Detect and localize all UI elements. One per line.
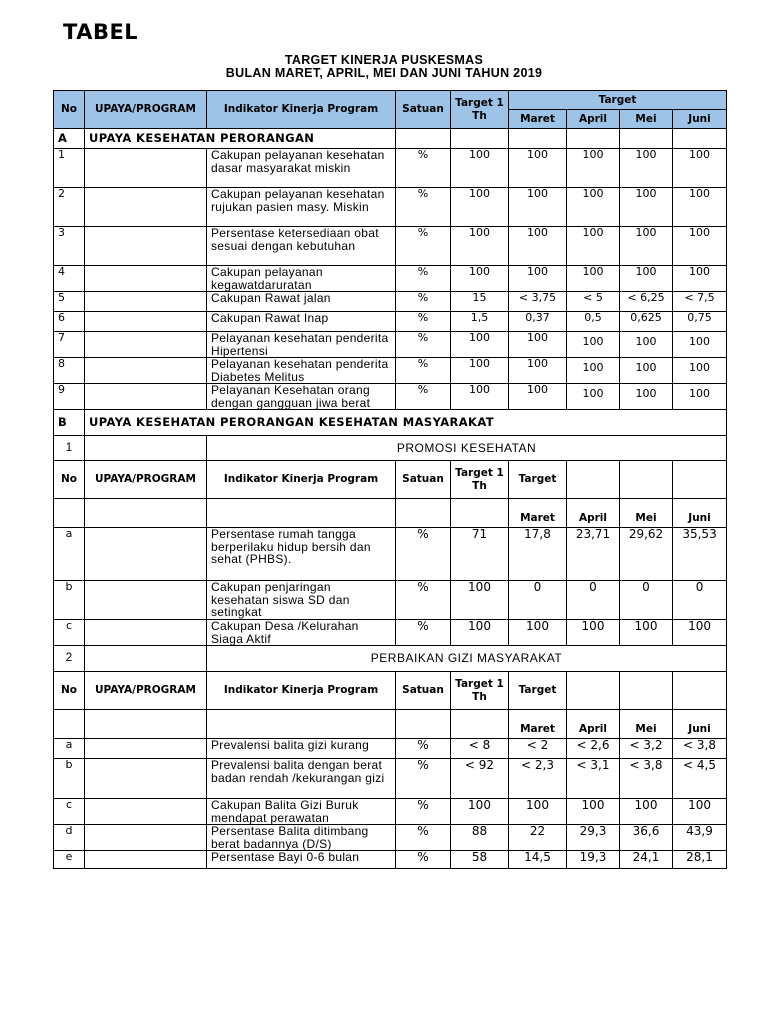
row-mei: 24,1 bbox=[620, 851, 673, 869]
row-satuan: % bbox=[396, 528, 451, 581]
row-april: 0 bbox=[567, 581, 620, 620]
row-april: 100 bbox=[567, 188, 620, 227]
row-juni: 100 bbox=[673, 227, 727, 266]
row-upaya bbox=[85, 620, 207, 646]
table-row bbox=[54, 149, 727, 188]
row-target-1th: 100 bbox=[451, 332, 509, 358]
row-mei: 100 bbox=[620, 227, 673, 266]
row-juni: 100 bbox=[673, 149, 727, 188]
header-maret: Maret bbox=[509, 499, 567, 528]
section-code: B bbox=[54, 410, 85, 436]
row-indikator: Cakupan Balita Gizi Buruk mendapat perawatan bbox=[207, 799, 396, 825]
row-number: 7 bbox=[54, 332, 85, 358]
row-juni: < 4,5 bbox=[673, 759, 727, 799]
row-mei: 100 bbox=[620, 799, 673, 825]
table-row bbox=[54, 358, 727, 384]
row-satuan: % bbox=[396, 188, 451, 227]
header-target-1th: Target 1 Th bbox=[451, 91, 509, 129]
row-indikator: Cakupan pelayanan kesehatan rujukan pasien masy. Miskin bbox=[207, 188, 396, 227]
row-satuan: % bbox=[396, 312, 451, 332]
row-indikator: Cakupan Desa /Kelurahan Siaga Aktif bbox=[207, 620, 396, 646]
header-target: Target bbox=[509, 672, 567, 710]
row-indikator: Cakupan penjaringan kesehatan siswa SD dan setingkat bbox=[207, 581, 396, 620]
row-number: d bbox=[54, 825, 85, 851]
row-upaya bbox=[85, 312, 207, 332]
row-april: 100 bbox=[567, 358, 620, 384]
subtable-months-row bbox=[54, 499, 727, 528]
subtable-header-row bbox=[54, 672, 727, 710]
table-row bbox=[54, 384, 727, 410]
row-maret: < 2,3 bbox=[509, 759, 567, 799]
row-indikator: Persentase Bayi 0-6 bulan bbox=[207, 851, 396, 869]
header-mei: Mei bbox=[620, 110, 673, 129]
row-indikator: Cakupan pelayanan kegawatdaruratan bbox=[207, 266, 396, 292]
row-indikator: Prevalensi balita dengan berat badan rendah /kekurangan gizi bbox=[207, 759, 396, 799]
header-no: No bbox=[54, 672, 85, 710]
row-satuan: % bbox=[396, 227, 451, 266]
subsection-blank bbox=[85, 646, 207, 672]
header-upaya: UPAYA/PROGRAM bbox=[85, 91, 207, 129]
header-no: No bbox=[54, 461, 85, 499]
row-mei: 29,62 bbox=[620, 528, 673, 581]
row-april: 100 bbox=[567, 332, 620, 358]
row-number: 4 bbox=[54, 266, 85, 292]
row-target-1th: 58 bbox=[451, 851, 509, 869]
table-row bbox=[54, 739, 727, 759]
table-row bbox=[54, 581, 727, 620]
row-mei: 100 bbox=[620, 188, 673, 227]
row-satuan: % bbox=[396, 581, 451, 620]
row-number: 5 bbox=[54, 292, 85, 312]
section-row bbox=[54, 410, 727, 436]
subsection-row bbox=[54, 646, 727, 672]
row-upaya bbox=[85, 292, 207, 312]
row-mei: 100 bbox=[620, 620, 673, 646]
row-target-1th: 100 bbox=[451, 227, 509, 266]
header-blank bbox=[567, 672, 620, 710]
row-number: e bbox=[54, 851, 85, 869]
table-row bbox=[54, 528, 727, 581]
row-number: 2 bbox=[54, 188, 85, 227]
row-juni: < 3,8 bbox=[673, 739, 727, 759]
header-april: April bbox=[567, 110, 620, 129]
section-code: A bbox=[54, 129, 85, 149]
row-satuan: % bbox=[396, 620, 451, 646]
row-april: 100 bbox=[567, 799, 620, 825]
row-indikator: Cakupan Rawat jalan bbox=[207, 292, 396, 312]
header-indikator: Indikator Kinerja Program bbox=[207, 91, 396, 129]
row-upaya bbox=[85, 149, 207, 188]
row-number: a bbox=[54, 528, 85, 581]
header-satuan: Satuan bbox=[396, 461, 451, 499]
subsection-number: 1 bbox=[54, 436, 85, 461]
header-satuan: Satuan bbox=[396, 91, 451, 129]
header-blank bbox=[396, 499, 451, 528]
row-upaya bbox=[85, 739, 207, 759]
row-april: 100 bbox=[567, 384, 620, 410]
header-blank bbox=[620, 461, 673, 499]
subsection-title: PROMOSI KESEHATAN bbox=[207, 436, 727, 461]
row-satuan: % bbox=[396, 739, 451, 759]
subtable-months-row bbox=[54, 710, 727, 739]
row-april: 23,71 bbox=[567, 528, 620, 581]
subtable-header-row bbox=[54, 461, 727, 499]
row-indikator: Persentase Balita ditimbang berat badannya (D/S) bbox=[207, 825, 396, 851]
header-blank bbox=[451, 710, 509, 739]
row-juni: 0,75 bbox=[673, 312, 727, 332]
row-april: 100 bbox=[567, 620, 620, 646]
table-row bbox=[54, 825, 727, 851]
header-april: April bbox=[567, 499, 620, 528]
row-target-1th: < 8 bbox=[451, 739, 509, 759]
header-blank bbox=[85, 710, 207, 739]
row-juni: < 7,5 bbox=[673, 292, 727, 312]
row-mei: 100 bbox=[620, 332, 673, 358]
header-indikator: Indikator Kinerja Program bbox=[207, 672, 396, 710]
row-number: c bbox=[54, 620, 85, 646]
row-maret: 100 bbox=[509, 620, 567, 646]
table-row bbox=[54, 759, 727, 799]
subsection-blank bbox=[85, 436, 207, 461]
table-row bbox=[54, 332, 727, 358]
row-number: 9 bbox=[54, 384, 85, 410]
row-mei: 100 bbox=[620, 384, 673, 410]
row-indikator: Persentase rumah tangga berperilaku hidup bersih dan sehat (PHBS). bbox=[207, 528, 396, 581]
row-target-1th: 100 bbox=[451, 188, 509, 227]
table-row bbox=[54, 188, 727, 227]
row-maret: 100 bbox=[509, 384, 567, 410]
row-mei: 100 bbox=[620, 149, 673, 188]
row-juni: 100 bbox=[673, 332, 727, 358]
row-upaya bbox=[85, 384, 207, 410]
table-row bbox=[54, 620, 727, 646]
row-indikator: Pelayanan kesehatan penderita Hipertensi bbox=[207, 332, 396, 358]
row-target-1th: 71 bbox=[451, 528, 509, 581]
row-satuan: % bbox=[396, 825, 451, 851]
row-target-1th: 1,5 bbox=[451, 312, 509, 332]
row-maret: < 2 bbox=[509, 739, 567, 759]
header-juni: Juni bbox=[673, 710, 727, 739]
row-target-1th: 100 bbox=[451, 799, 509, 825]
header-blank bbox=[54, 499, 85, 528]
row-maret: 100 bbox=[509, 358, 567, 384]
header-maret: Maret bbox=[509, 710, 567, 739]
row-indikator: Pelayanan kesehatan penderita Diabetes Melitus bbox=[207, 358, 396, 384]
header-mei: Mei bbox=[620, 710, 673, 739]
row-upaya bbox=[85, 358, 207, 384]
header-target: Target bbox=[509, 91, 727, 110]
row-april: 100 bbox=[567, 227, 620, 266]
row-juni: 35,53 bbox=[673, 528, 727, 581]
row-satuan: % bbox=[396, 266, 451, 292]
row-satuan: % bbox=[396, 292, 451, 312]
header-upaya: UPAYA/PROGRAM bbox=[85, 672, 207, 710]
subsection-title: PERBAIKAN GIZI MASYARAKAT bbox=[207, 646, 727, 672]
row-target-1th: 100 bbox=[451, 358, 509, 384]
row-number: c bbox=[54, 799, 85, 825]
row-upaya bbox=[85, 528, 207, 581]
table-row bbox=[54, 266, 727, 292]
header-juni: Juni bbox=[673, 110, 727, 129]
row-april: 0,5 bbox=[567, 312, 620, 332]
row-mei: 0 bbox=[620, 581, 673, 620]
row-maret: 22 bbox=[509, 825, 567, 851]
row-maret: 100 bbox=[509, 188, 567, 227]
table-row bbox=[54, 851, 727, 869]
row-juni: 100 bbox=[673, 266, 727, 292]
row-mei: < 6,25 bbox=[620, 292, 673, 312]
row-april: 19,3 bbox=[567, 851, 620, 869]
row-upaya bbox=[85, 851, 207, 869]
row-juni: 100 bbox=[673, 188, 727, 227]
row-satuan: % bbox=[396, 358, 451, 384]
row-april: < 3,1 bbox=[567, 759, 620, 799]
row-maret: 17,8 bbox=[509, 528, 567, 581]
subsection-number: 2 bbox=[54, 646, 85, 672]
row-mei: 100 bbox=[620, 358, 673, 384]
row-number: 1 bbox=[54, 149, 85, 188]
section-row bbox=[54, 129, 727, 149]
row-number: a bbox=[54, 739, 85, 759]
table-row bbox=[54, 799, 727, 825]
row-mei: < 3,2 bbox=[620, 739, 673, 759]
row-indikator: Pelayanan Kesehatan orang dengan gangguan jiwa berat bbox=[207, 384, 396, 410]
row-maret: 0,37 bbox=[509, 312, 567, 332]
header-blank bbox=[85, 499, 207, 528]
row-indikator: Prevalensi balita gizi kurang bbox=[207, 739, 396, 759]
header-blank bbox=[54, 710, 85, 739]
header-blank bbox=[673, 672, 727, 710]
section-title: UPAYA KESEHATAN PERORANGAN KESEHATAN MASYARAKAT bbox=[85, 410, 727, 436]
row-number: 6 bbox=[54, 312, 85, 332]
row-indikator: Persentase ketersediaan obat sesuai dengan kebutuhan bbox=[207, 227, 396, 266]
row-upaya bbox=[85, 227, 207, 266]
row-maret: 100 bbox=[509, 799, 567, 825]
document-label: TABEL bbox=[63, 20, 139, 44]
row-number: 8 bbox=[54, 358, 85, 384]
header-indikator: Indikator Kinerja Program bbox=[207, 461, 396, 499]
row-number: b bbox=[54, 759, 85, 799]
row-upaya bbox=[85, 188, 207, 227]
row-number: 3 bbox=[54, 227, 85, 266]
row-mei: < 3,8 bbox=[620, 759, 673, 799]
row-satuan: % bbox=[396, 384, 451, 410]
row-april: 29,3 bbox=[567, 825, 620, 851]
row-juni: 100 bbox=[673, 358, 727, 384]
target-table bbox=[53, 90, 727, 869]
header-maret: Maret bbox=[509, 110, 567, 129]
table-row bbox=[54, 292, 727, 312]
header-target-1th: Target 1 Th bbox=[451, 461, 509, 499]
row-indikator: Cakupan Rawat Inap bbox=[207, 312, 396, 332]
row-target-1th: 88 bbox=[451, 825, 509, 851]
row-satuan: % bbox=[396, 332, 451, 358]
section-title: UPAYA KESEHATAN PERORANGAN bbox=[85, 129, 396, 149]
header-upaya: UPAYA/PROGRAM bbox=[85, 461, 207, 499]
row-satuan: % bbox=[396, 759, 451, 799]
row-satuan: % bbox=[396, 799, 451, 825]
row-maret: 100 bbox=[509, 332, 567, 358]
header-no: No bbox=[54, 91, 85, 129]
row-target-1th: 100 bbox=[451, 581, 509, 620]
row-juni: 100 bbox=[673, 620, 727, 646]
row-upaya bbox=[85, 266, 207, 292]
header-blank bbox=[451, 499, 509, 528]
row-upaya bbox=[85, 825, 207, 851]
row-target-1th: 100 bbox=[451, 149, 509, 188]
table-row bbox=[54, 312, 727, 332]
row-satuan: % bbox=[396, 851, 451, 869]
row-target-1th: 100 bbox=[451, 384, 509, 410]
header-blank bbox=[396, 710, 451, 739]
header-target: Target bbox=[509, 461, 567, 499]
header-juni: Juni bbox=[673, 499, 727, 528]
header-blank bbox=[207, 710, 396, 739]
row-target-1th: 100 bbox=[451, 266, 509, 292]
row-mei: 0,625 bbox=[620, 312, 673, 332]
row-april: < 2,6 bbox=[567, 739, 620, 759]
header-blank bbox=[673, 461, 727, 499]
row-april: 100 bbox=[567, 149, 620, 188]
row-maret: 0 bbox=[509, 581, 567, 620]
row-juni: 0 bbox=[673, 581, 727, 620]
header-blank bbox=[567, 461, 620, 499]
row-juni: 43,9 bbox=[673, 825, 727, 851]
row-target-1th: 100 bbox=[451, 620, 509, 646]
header-target-1th: Target 1 Th bbox=[451, 672, 509, 710]
row-target-1th: < 92 bbox=[451, 759, 509, 799]
row-upaya bbox=[85, 332, 207, 358]
header-april: April bbox=[567, 710, 620, 739]
header-mei: Mei bbox=[620, 499, 673, 528]
row-april: 100 bbox=[567, 266, 620, 292]
row-april: < 5 bbox=[567, 292, 620, 312]
row-upaya bbox=[85, 759, 207, 799]
row-upaya bbox=[85, 581, 207, 620]
row-number: b bbox=[54, 581, 85, 620]
document-subtitle: BULAN MARET, APRIL, MEI DAN JUNI TAHUN 2019 bbox=[225, 66, 543, 80]
row-maret: 100 bbox=[509, 227, 567, 266]
table-header-row bbox=[54, 91, 727, 110]
row-maret: 100 bbox=[509, 266, 567, 292]
row-indikator: Cakupan pelayanan kesehatan dasar masyarakat miskin bbox=[207, 149, 396, 188]
row-mei: 36,6 bbox=[620, 825, 673, 851]
row-juni: 100 bbox=[673, 799, 727, 825]
row-juni: 100 bbox=[673, 384, 727, 410]
table-row bbox=[54, 227, 727, 266]
row-juni: 28,1 bbox=[673, 851, 727, 869]
row-satuan: % bbox=[396, 149, 451, 188]
document-title: TARGET KINERJA PUSKESMAS bbox=[284, 53, 484, 67]
header-satuan: Satuan bbox=[396, 672, 451, 710]
row-mei: 100 bbox=[620, 266, 673, 292]
header-blank bbox=[620, 672, 673, 710]
header-blank bbox=[207, 499, 396, 528]
row-maret: 14,5 bbox=[509, 851, 567, 869]
subsection-row bbox=[54, 436, 727, 461]
row-target-1th: 15 bbox=[451, 292, 509, 312]
row-maret: 100 bbox=[509, 149, 567, 188]
row-maret: < 3,75 bbox=[509, 292, 567, 312]
row-upaya bbox=[85, 799, 207, 825]
